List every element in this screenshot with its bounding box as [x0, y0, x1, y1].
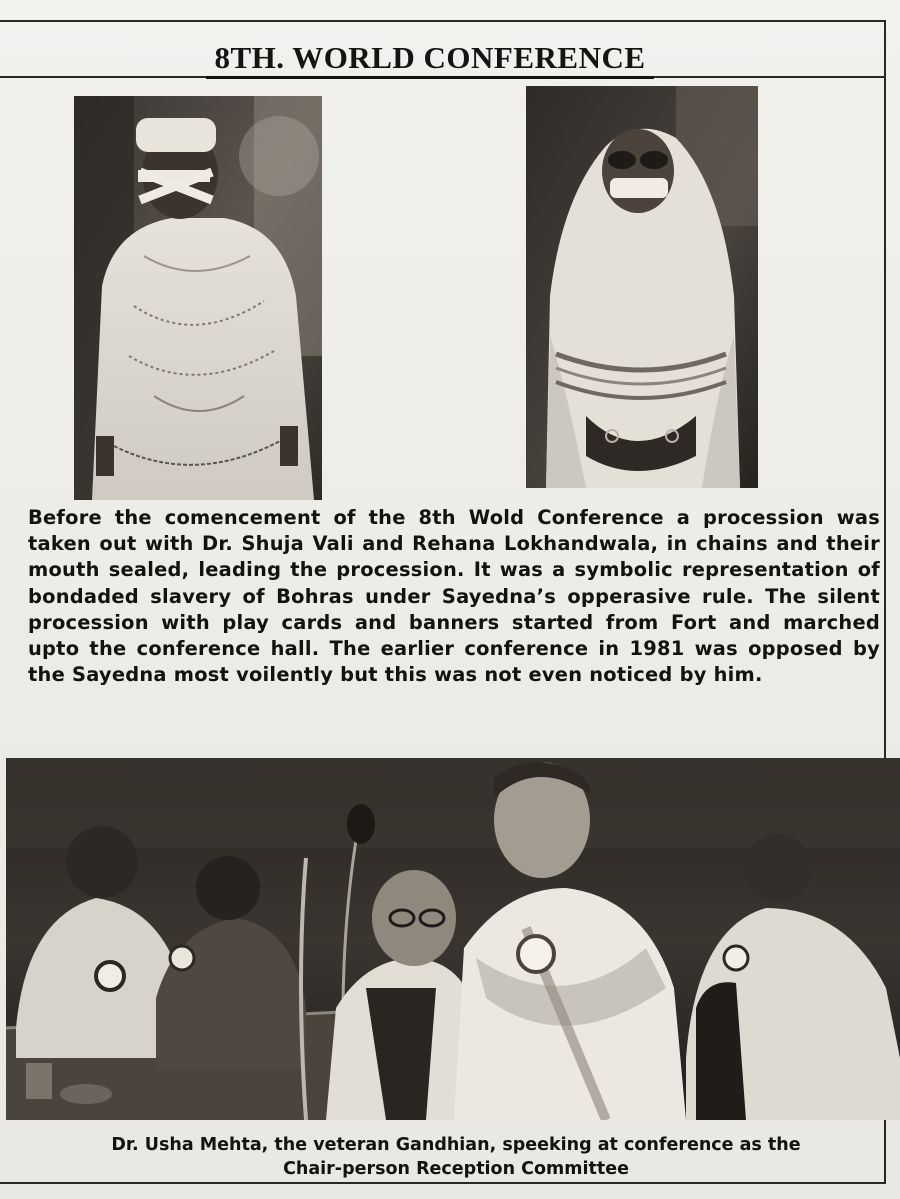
- caption-line-2: Chair-person Reception Committee: [283, 1159, 629, 1179]
- article-body: Before the comencement of the 8th Wold Conference a procession was taken out with Dr. Shuja Vali and Rehana Lokhandwala, in chains and their mouth sealed, leading the procession. It was a symbolic representation of bondaded slavery of Bohras under Sayedna’s opperasive rule. The silent procession with play cards and banners started from Fort and marched upto the conference hall. The earlier conference in 1981 was opposed by the Sayedna most voilently but this was not even noticed by him.: [28, 506, 880, 687]
- photo-conference-speaker: [6, 758, 900, 1120]
- photo-procession-man: [74, 96, 322, 500]
- caption-line-1: Dr. Usha Mehta, the veteran Gandhian, speeking at conference as the: [111, 1135, 801, 1155]
- photo-caption: [20, 1133, 892, 1181]
- photo-procession-woman: [526, 86, 758, 488]
- article-title: [0, 40, 860, 79]
- article-title-text: 8TH. WORLD CONFERENCE: [206, 40, 653, 79]
